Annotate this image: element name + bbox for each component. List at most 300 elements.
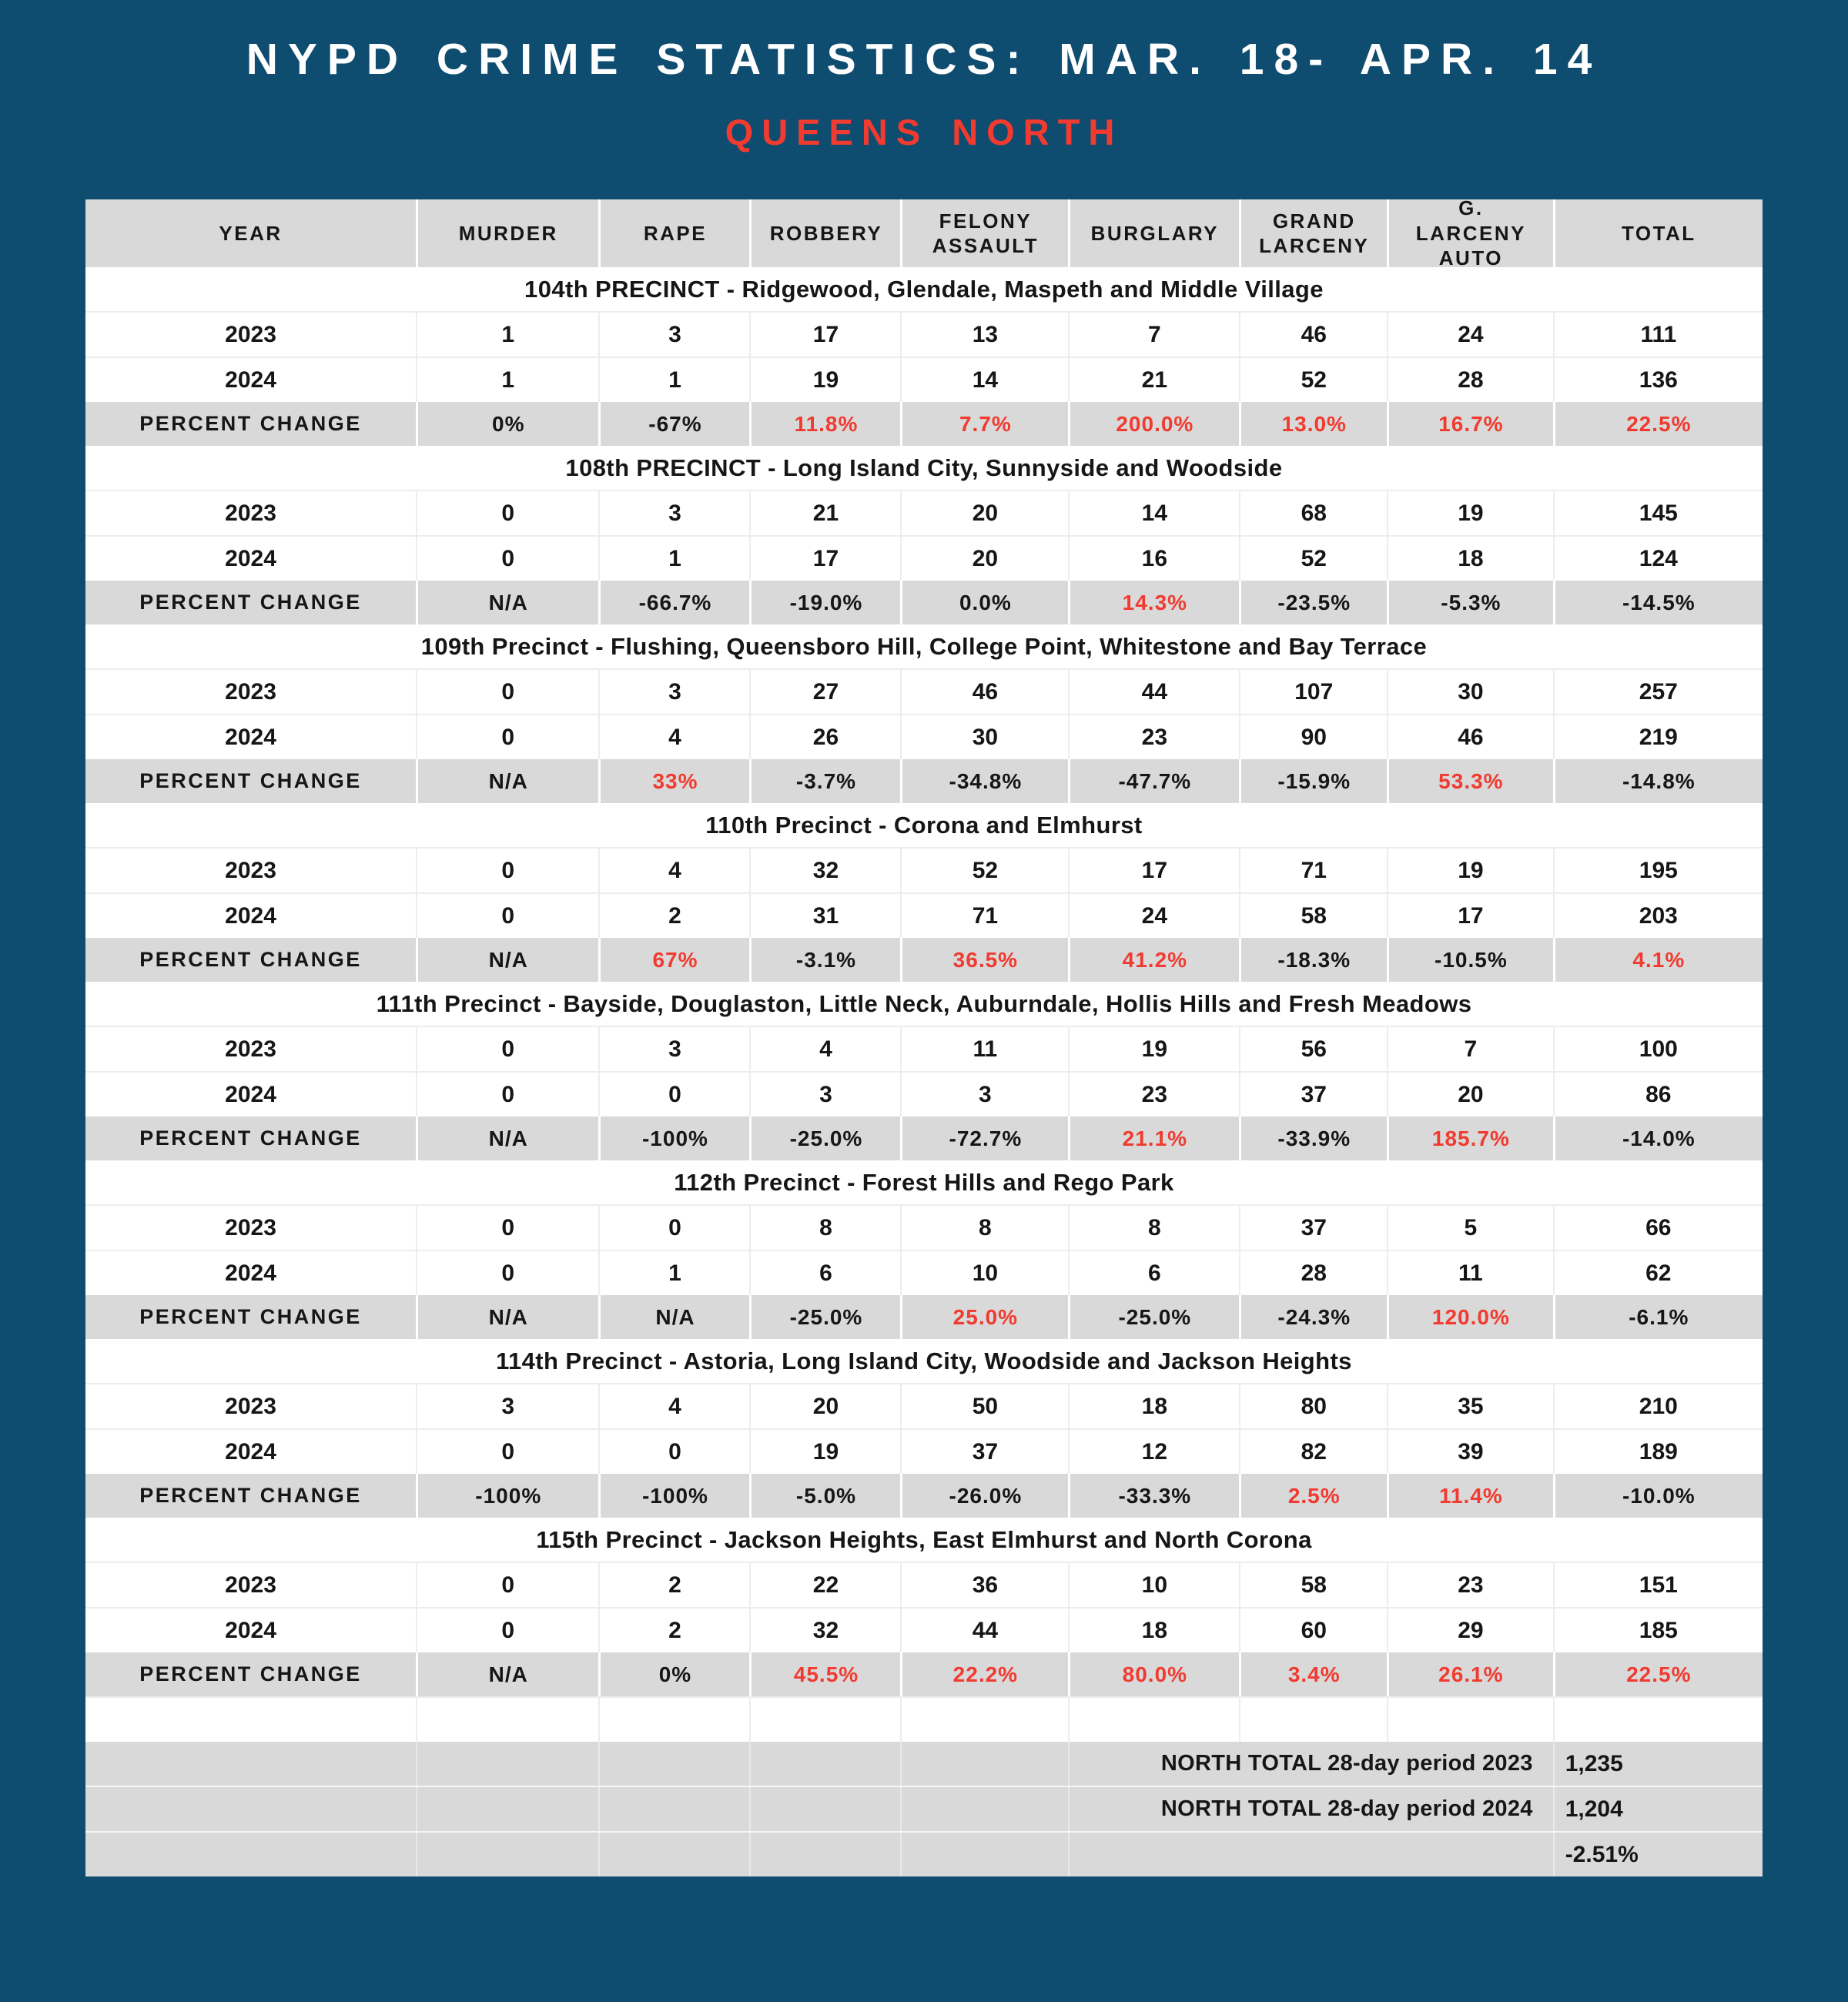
table-cell: 7 [1387, 1027, 1553, 1071]
table-cell: 23 [1068, 1073, 1239, 1116]
table-cell: 0 [416, 491, 598, 535]
empty-cell [749, 1787, 900, 1831]
table-cell: 17 [749, 313, 900, 357]
table-cell: 62 [1553, 1251, 1763, 1295]
table-cell: 35 [1387, 1384, 1553, 1428]
table-cell: 29 [1387, 1609, 1553, 1652]
column-header-grand-larceny: GRAND LARCENY [1239, 199, 1387, 267]
table-cell: -24.3% [1239, 1295, 1387, 1339]
percent-change-row [85, 1295, 1763, 1339]
table-cell: 12 [1068, 1430, 1239, 1474]
table-cell: 3 [598, 313, 749, 357]
spacer-row [85, 1696, 1763, 1742]
table-cell: 45.5% [749, 1652, 900, 1696]
table-cell: 24 [1068, 894, 1239, 938]
table-cell: 37 [900, 1430, 1068, 1474]
table-cell: -19.0% [749, 581, 900, 624]
precinct-title-row [85, 446, 1763, 490]
column-header-rape: RAPE [598, 199, 749, 267]
precinct-title: 108th PRECINCT - Long Island City, Sunnyside and Woodside [565, 454, 1283, 481]
precinct-title: 112th Precinct - Forest Hills and Rego Park [674, 1168, 1174, 1196]
table-cell: -67% [598, 402, 749, 446]
total-row [85, 1831, 1763, 1876]
table-cell: 68 [1239, 491, 1387, 535]
table-cell: 111 [1553, 313, 1763, 357]
table-cell: 195 [1553, 849, 1763, 892]
year-data-row [85, 847, 1763, 892]
table-cell: 0 [598, 1073, 749, 1116]
total-label: NORTH TOTAL 28-day period 2024 [1068, 1787, 1552, 1831]
column-header-total: TOTAL [1553, 199, 1763, 267]
table-cell: 28 [1239, 1251, 1387, 1295]
row-label: 2024 [225, 1260, 276, 1286]
table-cell: 107 [1239, 670, 1387, 714]
table-cell: 32 [749, 849, 900, 892]
table-cell: -6.1% [1553, 1295, 1763, 1339]
table-cell: 30 [900, 715, 1068, 759]
row-label: 2023 [225, 1036, 276, 1062]
table-cell: 41.2% [1068, 938, 1239, 982]
table-cell: 3 [598, 670, 749, 714]
table-cell: 32 [749, 1609, 900, 1652]
row-label: PERCENT CHANGE [139, 1127, 362, 1150]
table-cell: 22.5% [1553, 402, 1763, 446]
table-cell: 7.7% [900, 402, 1068, 446]
row-label: 2024 [225, 1081, 276, 1107]
row-label: PERCENT CHANGE [139, 591, 362, 614]
table-cell: 136 [1553, 358, 1763, 402]
table-cell: 8 [1068, 1206, 1239, 1250]
year-data-row [85, 1250, 1763, 1295]
empty-cell [598, 1833, 749, 1876]
row-label: PERCENT CHANGE [139, 769, 362, 792]
table-cell: 44 [1068, 670, 1239, 714]
table-cell: 145 [1553, 491, 1763, 535]
table-cell: 3 [598, 1027, 749, 1071]
empty-cell [900, 1698, 1068, 1742]
empty-cell [598, 1698, 749, 1742]
table-cell: 0 [598, 1430, 749, 1474]
table-cell: 52 [900, 849, 1068, 892]
precinct-title-row [85, 267, 1763, 311]
column-header-burglary: BURGLARY [1068, 199, 1239, 267]
table-cell: 185 [1553, 1609, 1763, 1652]
empty-cell [416, 1698, 598, 1742]
table-cell: 20 [900, 537, 1068, 581]
table-cell: -34.8% [900, 759, 1068, 803]
year-data-row [85, 1562, 1763, 1607]
table-cell: 14 [1068, 491, 1239, 535]
year-data-row [85, 1204, 1763, 1250]
table-cell: 0 [416, 1073, 598, 1116]
row-label: 2024 [225, 367, 276, 393]
table-cell: 2.5% [1239, 1474, 1387, 1518]
table-cell: 18 [1387, 537, 1553, 581]
precinct-title: 104th PRECINCT - Ridgewood, Glendale, Maspeth and Middle Village [524, 275, 1324, 303]
total-value: -2.51% [1553, 1833, 1763, 1876]
total-label [1068, 1833, 1552, 1876]
row-label: PERCENT CHANGE [139, 1484, 362, 1507]
table-cell: N/A [416, 938, 598, 982]
table-cell: -15.9% [1239, 759, 1387, 803]
row-label: PERCENT CHANGE [139, 1662, 362, 1686]
table-cell: -3.7% [749, 759, 900, 803]
total-row [85, 1742, 1763, 1786]
table-cell: N/A [598, 1295, 749, 1339]
precinct-title-row [85, 624, 1763, 668]
column-header-robbery: ROBBERY [749, 199, 900, 267]
empty-cell [749, 1698, 900, 1742]
table-cell: 22.5% [1553, 1652, 1763, 1696]
table-cell: 13 [900, 313, 1068, 357]
precinct-title: 111th Precinct - Bayside, Douglaston, Little Neck, Auburndale, Hollis Hills and Fresh Meadows [376, 989, 1472, 1017]
precinct-title-row [85, 803, 1763, 847]
table-cell: 52 [1239, 537, 1387, 581]
table-cell: 200.0% [1068, 402, 1239, 446]
empty-cell [598, 1742, 749, 1786]
table-cell: -100% [416, 1474, 598, 1518]
table-cell: 210 [1553, 1384, 1763, 1428]
row-label: PERCENT CHANGE [139, 1305, 362, 1328]
table-cell: 26.1% [1387, 1652, 1553, 1696]
empty-cell [1068, 1698, 1239, 1742]
percent-change-row [85, 1116, 1763, 1160]
empty-cell [900, 1833, 1068, 1876]
table-cell: N/A [416, 581, 598, 624]
empty-cell [900, 1787, 1068, 1831]
table-cell: 20 [900, 491, 1068, 535]
year-data-row [85, 1428, 1763, 1474]
total-row [85, 1786, 1763, 1831]
percent-change-row [85, 581, 1763, 624]
table-cell: 21.1% [1068, 1116, 1239, 1160]
table-cell: 19 [749, 358, 900, 402]
total-value: 1,235 [1553, 1742, 1763, 1786]
table-cell: 0% [598, 1652, 749, 1696]
row-label: 2023 [225, 321, 276, 347]
table-cell: 28 [1387, 358, 1553, 402]
table-cell: 4 [598, 715, 749, 759]
table-cell: -33.3% [1068, 1474, 1239, 1518]
table-cell: 7 [1068, 313, 1239, 357]
table-cell: 39 [1387, 1430, 1553, 1474]
table-cell: 3 [900, 1073, 1068, 1116]
empty-cell [749, 1742, 900, 1786]
precinct-title-row [85, 1339, 1763, 1383]
table-cell: 53.3% [1387, 759, 1553, 803]
table-cell: 4.1% [1553, 938, 1763, 982]
year-data-row [85, 311, 1763, 357]
table-cell: 3.4% [1239, 1652, 1387, 1696]
year-data-row [85, 490, 1763, 535]
table-cell: 0 [416, 849, 598, 892]
row-label: 2023 [225, 500, 276, 526]
empty-cell [1553, 1698, 1763, 1742]
table-cell: 20 [1387, 1073, 1553, 1116]
table-cell: -47.7% [1068, 759, 1239, 803]
empty-cell [900, 1742, 1068, 1786]
precinct-title: 114th Precinct - Astoria, Long Island City, Woodside and Jackson Heights [496, 1347, 1352, 1374]
table-cell: 11.8% [749, 402, 900, 446]
table-cell: 2 [598, 1609, 749, 1652]
year-data-row [85, 535, 1763, 581]
row-label: 2024 [225, 1617, 276, 1643]
empty-cell [1239, 1698, 1387, 1742]
table-cell: 3 [598, 491, 749, 535]
table-cell: 0 [416, 537, 598, 581]
precinct-title: 110th Precinct - Corona and Elmhurst [705, 811, 1143, 839]
table-cell: 71 [1239, 849, 1387, 892]
row-label: 2023 [225, 857, 276, 883]
table-header-row [85, 199, 1763, 267]
table-cell: 52 [1239, 358, 1387, 402]
table-cell: -5.3% [1387, 581, 1553, 624]
table-cell: 0 [416, 1609, 598, 1652]
table-cell: 37 [1239, 1073, 1387, 1116]
table-cell: 50 [900, 1384, 1068, 1428]
table-cell: -14.8% [1553, 759, 1763, 803]
total-value: 1,204 [1553, 1787, 1763, 1831]
table-cell: 82 [1239, 1430, 1387, 1474]
table-cell: 19 [1387, 491, 1553, 535]
table-cell: -3.1% [749, 938, 900, 982]
table-cell: 0 [416, 1563, 598, 1607]
table-cell: 2 [598, 894, 749, 938]
table-cell: 0.0% [900, 581, 1068, 624]
row-label: PERCENT CHANGE [139, 948, 362, 971]
table-cell: 36.5% [900, 938, 1068, 982]
table-cell: N/A [416, 1295, 598, 1339]
table-cell: 0 [416, 670, 598, 714]
empty-cell [1387, 1698, 1553, 1742]
precinct-title: 115th Precinct - Jackson Heights, East Elmhurst and North Corona [536, 1525, 1312, 1553]
table-cell: 10 [900, 1251, 1068, 1295]
table-cell: 185.7% [1387, 1116, 1553, 1160]
table-cell: 100 [1553, 1027, 1763, 1071]
percent-change-row [85, 1652, 1763, 1696]
table-cell: 66 [1553, 1206, 1763, 1250]
table-cell: 19 [1387, 849, 1553, 892]
table-cell: 46 [1387, 715, 1553, 759]
table-cell: 0 [416, 1430, 598, 1474]
table-cell: 30 [1387, 670, 1553, 714]
table-cell: 0 [598, 1206, 749, 1250]
year-data-row [85, 357, 1763, 402]
table-cell: 17 [749, 537, 900, 581]
table-cell: 0 [416, 1251, 598, 1295]
precinct-title-row [85, 982, 1763, 1026]
page-subtitle: QUEENS NORTH [725, 112, 1123, 152]
table-cell: 58 [1239, 894, 1387, 938]
total-label: NORTH TOTAL 28-day period 2023 [1068, 1742, 1552, 1786]
table-cell: 31 [749, 894, 900, 938]
row-label: 2024 [225, 902, 276, 929]
table-cell: 67% [598, 938, 749, 982]
table-cell: -100% [598, 1116, 749, 1160]
table-cell: 0% [416, 402, 598, 446]
row-label: 2024 [225, 1438, 276, 1465]
year-data-row [85, 1607, 1763, 1652]
column-header-felony-assault: FELONY ASSAULT [900, 199, 1068, 267]
table-cell: 17 [1387, 894, 1553, 938]
empty-cell [85, 1698, 416, 1742]
table-cell: 6 [749, 1251, 900, 1295]
table-cell: 4 [598, 1384, 749, 1428]
table-cell: -14.0% [1553, 1116, 1763, 1160]
table-cell: 90 [1239, 715, 1387, 759]
table-cell: 1 [598, 358, 749, 402]
row-label: 2023 [225, 1214, 276, 1240]
table-cell: 257 [1553, 670, 1763, 714]
table-cell: 20 [749, 1384, 900, 1428]
table-cell: 14.3% [1068, 581, 1239, 624]
percent-change-row [85, 402, 1763, 446]
table-cell: 44 [900, 1609, 1068, 1652]
table-cell: 120.0% [1387, 1295, 1553, 1339]
table-cell: -25.0% [1068, 1295, 1239, 1339]
crime-statistics-table [85, 199, 1763, 1876]
table-cell: 21 [749, 491, 900, 535]
table-cell: 37 [1239, 1206, 1387, 1250]
table-cell: -5.0% [749, 1474, 900, 1518]
table-cell: 4 [598, 849, 749, 892]
table-cell: 4 [749, 1027, 900, 1071]
table-cell: 11 [900, 1027, 1068, 1071]
empty-cell [85, 1742, 416, 1786]
table-cell: 18 [1068, 1609, 1239, 1652]
precinct-title: 109th Precinct - Flushing, Queensboro Hill, College Point, Whitestone and Bay Terrace [420, 632, 1428, 660]
table-cell: 1 [416, 358, 598, 402]
table-cell: 151 [1553, 1563, 1763, 1607]
row-label: 2023 [225, 678, 276, 705]
table-cell: 0 [416, 1206, 598, 1250]
table-cell: 86 [1553, 1073, 1763, 1116]
table-cell: -10.0% [1553, 1474, 1763, 1518]
row-label: 2024 [225, 724, 276, 750]
table-cell: 19 [749, 1430, 900, 1474]
column-header-g-larceny-auto: G. LARCENY AUTO [1387, 199, 1553, 267]
table-cell: -26.0% [900, 1474, 1068, 1518]
precinct-title-row [85, 1160, 1763, 1204]
table-cell: 14 [900, 358, 1068, 402]
table-cell: -25.0% [749, 1295, 900, 1339]
table-cell: 0 [416, 715, 598, 759]
empty-cell [416, 1787, 598, 1831]
table-cell: -72.7% [900, 1116, 1068, 1160]
column-header-murder: MURDER [416, 199, 598, 267]
table-cell: 26 [749, 715, 900, 759]
table-cell: 8 [900, 1206, 1068, 1250]
table-cell: 6 [1068, 1251, 1239, 1295]
table-cell: 46 [900, 670, 1068, 714]
table-cell: -14.5% [1553, 581, 1763, 624]
table-cell: 80.0% [1068, 1652, 1239, 1696]
table-cell: 16.7% [1387, 402, 1553, 446]
table-cell: -23.5% [1239, 581, 1387, 624]
table-cell: 27 [749, 670, 900, 714]
table-cell: -25.0% [749, 1116, 900, 1160]
table-cell: 16 [1068, 537, 1239, 581]
table-cell: 8 [749, 1206, 900, 1250]
table-cell: 71 [900, 894, 1068, 938]
precinct-title-row [85, 1518, 1763, 1562]
table-cell: 60 [1239, 1609, 1387, 1652]
table-cell: 1 [598, 1251, 749, 1295]
row-label: PERCENT CHANGE [139, 412, 362, 435]
table-cell: 21 [1068, 358, 1239, 402]
table-cell: 22.2% [900, 1652, 1068, 1696]
table-cell: 18 [1068, 1384, 1239, 1428]
table-cell: -33.9% [1239, 1116, 1387, 1160]
row-label: 2024 [225, 545, 276, 571]
year-data-row [85, 1071, 1763, 1116]
empty-cell [85, 1833, 416, 1876]
empty-cell [749, 1833, 900, 1876]
table-cell: 24 [1387, 313, 1553, 357]
year-data-row [85, 714, 1763, 759]
page-title: NYPD CRIME STATISTICS: MAR. 18- APR. 14 [246, 35, 1602, 84]
percent-change-row [85, 938, 1763, 982]
table-cell: 13.0% [1239, 402, 1387, 446]
table-cell: -10.5% [1387, 938, 1553, 982]
table-cell: 56 [1239, 1027, 1387, 1071]
table-cell: 189 [1553, 1430, 1763, 1474]
year-data-row [85, 668, 1763, 714]
table-body [85, 267, 1763, 1876]
row-label: 2023 [225, 1572, 276, 1598]
table-cell: 25.0% [900, 1295, 1068, 1339]
table-cell: N/A [416, 759, 598, 803]
table-cell: 23 [1068, 715, 1239, 759]
table-cell: 36 [900, 1563, 1068, 1607]
table-cell: 203 [1553, 894, 1763, 938]
table-cell: 10 [1068, 1563, 1239, 1607]
column-header-year: YEAR [85, 199, 416, 267]
empty-cell [416, 1742, 598, 1786]
table-cell: -18.3% [1239, 938, 1387, 982]
table-cell: 19 [1068, 1027, 1239, 1071]
table-cell: 1 [598, 537, 749, 581]
table-cell: 23 [1387, 1563, 1553, 1607]
table-cell: 0 [416, 894, 598, 938]
table-cell: N/A [416, 1652, 598, 1696]
table-cell: 58 [1239, 1563, 1387, 1607]
year-data-row [85, 1026, 1763, 1071]
empty-cell [598, 1787, 749, 1831]
table-cell: 80 [1239, 1384, 1387, 1428]
table-cell: 17 [1068, 849, 1239, 892]
table-cell: 0 [416, 1027, 598, 1071]
year-data-row [85, 1383, 1763, 1428]
percent-change-row [85, 759, 1763, 803]
empty-cell [85, 1787, 416, 1831]
table-cell: -66.7% [598, 581, 749, 624]
table-cell: 11 [1387, 1251, 1553, 1295]
table-cell: 219 [1553, 715, 1763, 759]
empty-cell [416, 1833, 598, 1876]
table-cell: 5 [1387, 1206, 1553, 1250]
table-cell: 3 [416, 1384, 598, 1428]
table-cell: -100% [598, 1474, 749, 1518]
table-cell: 1 [416, 313, 598, 357]
table-cell: 11.4% [1387, 1474, 1553, 1518]
table-cell: 22 [749, 1563, 900, 1607]
table-cell: 46 [1239, 313, 1387, 357]
table-cell: 124 [1553, 537, 1763, 581]
percent-change-row [85, 1474, 1763, 1518]
table-cell: N/A [416, 1116, 598, 1160]
table-cell: 2 [598, 1563, 749, 1607]
